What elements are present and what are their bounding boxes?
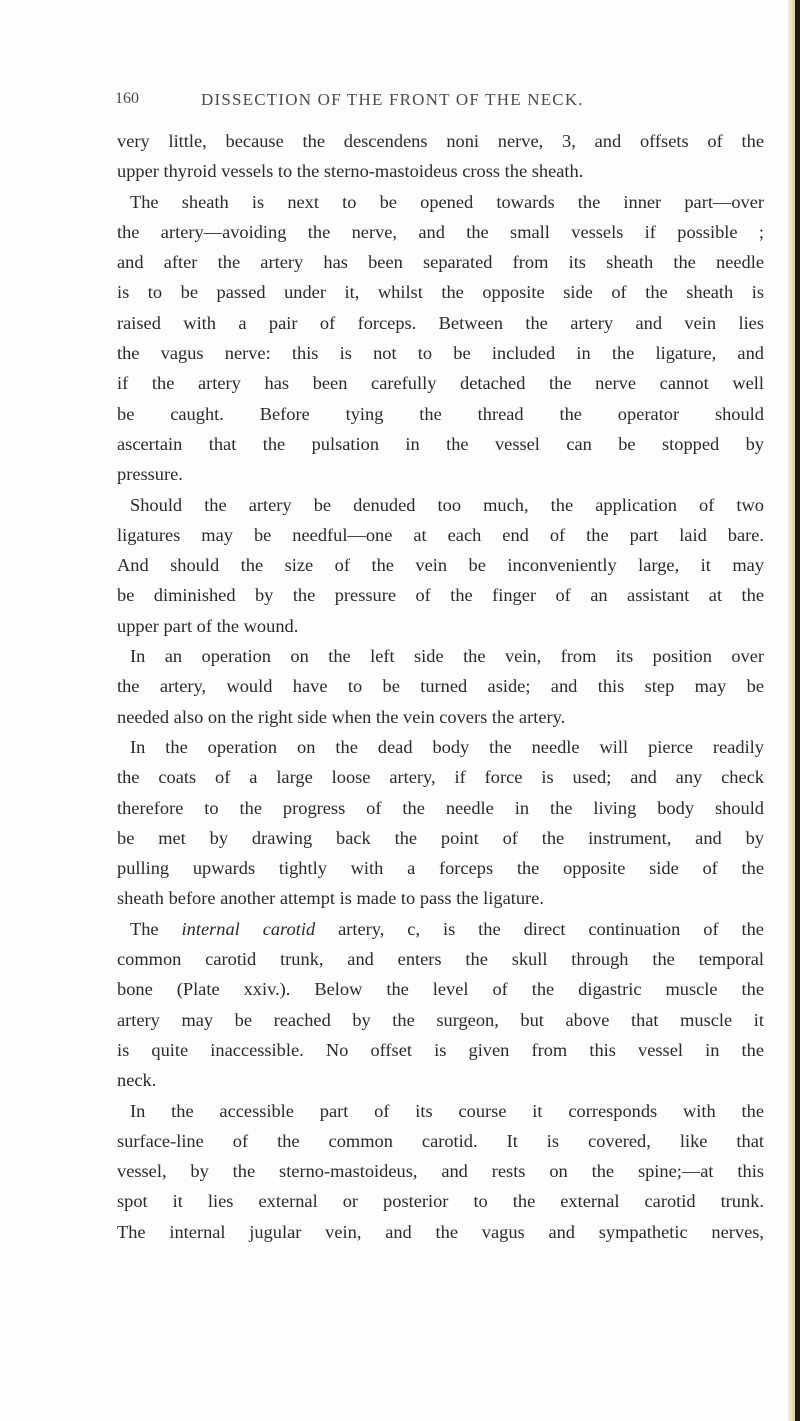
text-line: In an operation on the left side the vein, from its position over xyxy=(130,646,764,667)
text-line: bone (Plate xxiv.). Below the level of the digastric muscle the xyxy=(117,979,764,1000)
text-line: And should the size of the vein be inconveniently large, it may xyxy=(117,555,764,576)
running-title: DISSECTION OF THE FRONT OF THE NECK. xyxy=(201,90,584,109)
text-line: very little, because the descendens noni nerve, 3, and offsets of the xyxy=(117,131,764,151)
text-line: upper part of the wound. xyxy=(117,615,299,636)
text-line: artery may be reached by the surgeon, but above that muscle it xyxy=(117,1009,764,1030)
text-line: is quite inaccessible. No offset is given from this vessel in the xyxy=(117,1039,764,1060)
text-line: therefore to the progress of the needle in the living body should xyxy=(117,797,764,818)
text-line: ligatures may be needful—one at each end of the part laid bare. xyxy=(117,524,764,545)
text-line: the artery, would have to be turned aside; and this step may be xyxy=(117,676,764,697)
text-line: neck. xyxy=(117,1070,157,1091)
text-line: raised with a pair of forceps. Between the artery and vein lies xyxy=(117,312,764,333)
text-line: The sheath is next to be opened towards the inner part—over xyxy=(130,191,764,212)
text-line: In the accessible part of its course it corresponds with the xyxy=(130,1100,764,1121)
text-line: be diminished by the pressure of the finger of an assistant at the xyxy=(117,585,764,606)
text-line: be caught. Before tying the thread the operator should xyxy=(117,403,764,424)
text-fragment: The xyxy=(130,918,182,939)
text-line: and after the artery has been separated from its sheath the needle xyxy=(117,252,764,273)
text-line: sheath before another attempt is made to pass the ligature. xyxy=(117,888,544,909)
text-line-italic-term xyxy=(117,914,764,944)
text-line: ascertain that the pulsation in the vessel can be stopped by xyxy=(117,433,764,454)
text-line: pulling upwards tightly with a forceps the opposite side of the xyxy=(117,858,764,879)
text-line: surface-line of the common carotid. It is covered, like that xyxy=(117,1130,764,1151)
text-line: if the artery has been carefully detached the nerve cannot well xyxy=(117,373,764,394)
text-line: pressure. xyxy=(117,464,183,485)
text-line: spot it lies external or posterior to the external carotid trunk. xyxy=(117,1191,764,1212)
text-line: needed also on the right side when the vein covers the artery. xyxy=(117,706,566,727)
text-line: The internal jugular vein, and the vagus and sympathetic nerves, xyxy=(117,1221,764,1242)
running-header xyxy=(115,90,755,112)
text-line: is to be passed under it, whilst the opposite side of the sheath is xyxy=(117,282,764,303)
text-line: be met by drawing back the point of the instrument, and by xyxy=(117,827,764,848)
text-line: vessel, by the sterno-mastoideus, and rests on the spine;—at this xyxy=(117,1161,764,1182)
text-line: the vagus nerve: this is not to be included in the ligature, and xyxy=(117,343,764,364)
italic-term: internal carotid xyxy=(181,918,316,939)
text-line: the artery—avoiding the nerve, and the small vessels if possible ; xyxy=(117,221,764,242)
text-line: In the operation on the dead body the needle will pierce readily xyxy=(130,736,764,757)
body-text xyxy=(117,126,764,1247)
text-line: upper thyroid vessels to the sterno-mastoideus cross the sheath. xyxy=(117,161,584,182)
page-binding-shadow xyxy=(795,0,800,1421)
text-fragment: artery, c, is the direct continuation of the xyxy=(315,918,764,939)
text-line: the coats of a large loose artery, if force is used; and any check xyxy=(117,767,764,788)
page-number: 160 xyxy=(115,90,139,107)
text-line: Should the artery be denuded too much, the application of two xyxy=(130,494,764,515)
text-line: common carotid trunk, and enters the skull through the temporal xyxy=(117,949,764,970)
